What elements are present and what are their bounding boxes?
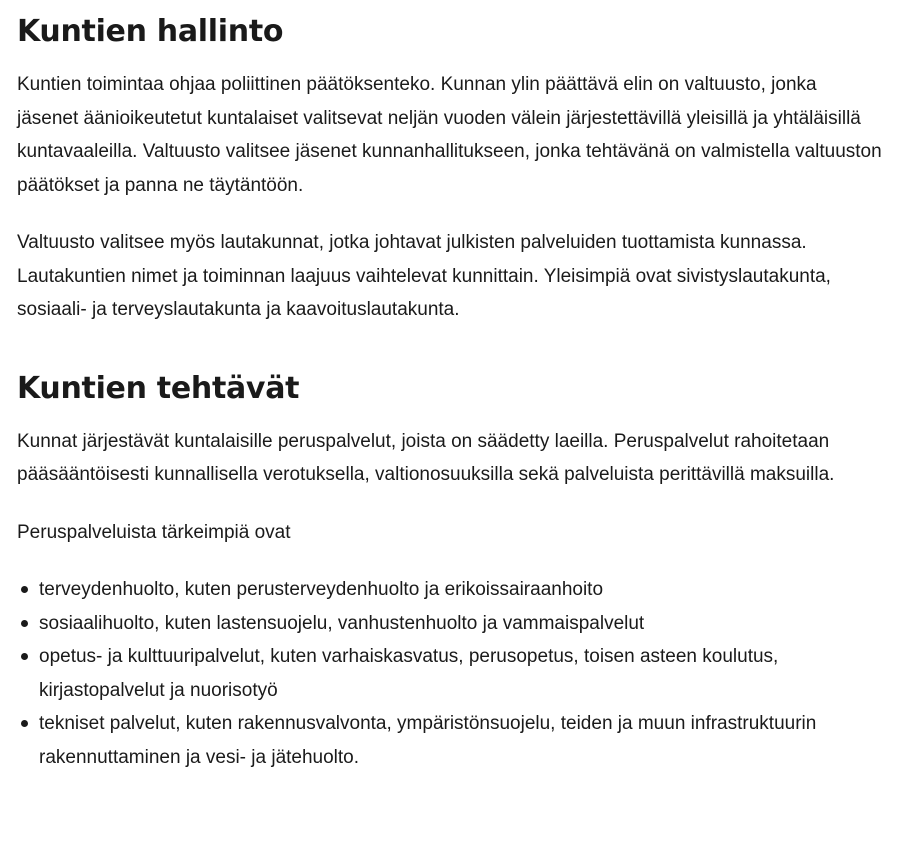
paragraph-tehtavat-2: Peruspalveluista tärkeimpiä ovat (17, 521, 291, 543)
paragraph-tehtavat-1: Kunnat järjestävät kuntalaisille peruspalvelut, joista on säädetty laeilla. Peruspalvelut rahoitetaan pääsääntöisesti kunnallisella verotuksella, valtionosuuksilla sekä palveluista perittävillä maksuilla. (17, 430, 835, 485)
paragraph-hallinto-2: Valtuusto valitsee myös lautakunnat, jotka johtavat julkisten palveluiden tuottamista kunnassa. Lautakuntien nimet ja toiminnan laajuus vaihtelevat kunnittain. Yleisimpiä ovat sivistyslautakunta, sosiaali- ja terveyslautakunta ja kaavoituslautakunta. (17, 232, 831, 320)
list-item: opetus- ja kulttuuripalvelut, kuten varhaiskasvatus, perusopetus, toisen asteen koulutus, kirjastopalvelut ja nuorisotyö (39, 640, 883, 707)
peruspalvelut-list (17, 573, 883, 774)
paragraph-hallinto-1: Kuntien toimintaa ohjaa poliittinen päätöksenteko. Kunnan ylin päättävä elin on valtuusto, jonka jäsenet äänioikeutetut kuntalaiset valitsevat neljän vuoden välein järjestettävillä yleisillä ja yhtäläisillä kuntavaaleilla. Valtuusto valitsee jäsenet kunnanhallitukseen, jonka tehtävänä on valmistella valtuuston päätökset ja panna ne täytäntöön. (17, 74, 882, 196)
section-heading-tehtavat: Kuntien tehtävät (17, 370, 300, 406)
list-item: terveydenhuolto, kuten perusterveydenhuolto ja erikoissairaanhoito (39, 573, 883, 607)
list-item: tekniset palvelut, kuten rakennusvalvonta, ympäristönsuojelu, teiden ja muun infrastruktuurin rakennuttaminen ja vesi- ja jätehuolto. (39, 707, 883, 774)
section-heading-hallinto: Kuntien hallinto (17, 14, 284, 49)
list-item: sosiaalihuolto, kuten lastensuojelu, vanhustenhuolto ja vammaispalvelut (39, 607, 883, 641)
